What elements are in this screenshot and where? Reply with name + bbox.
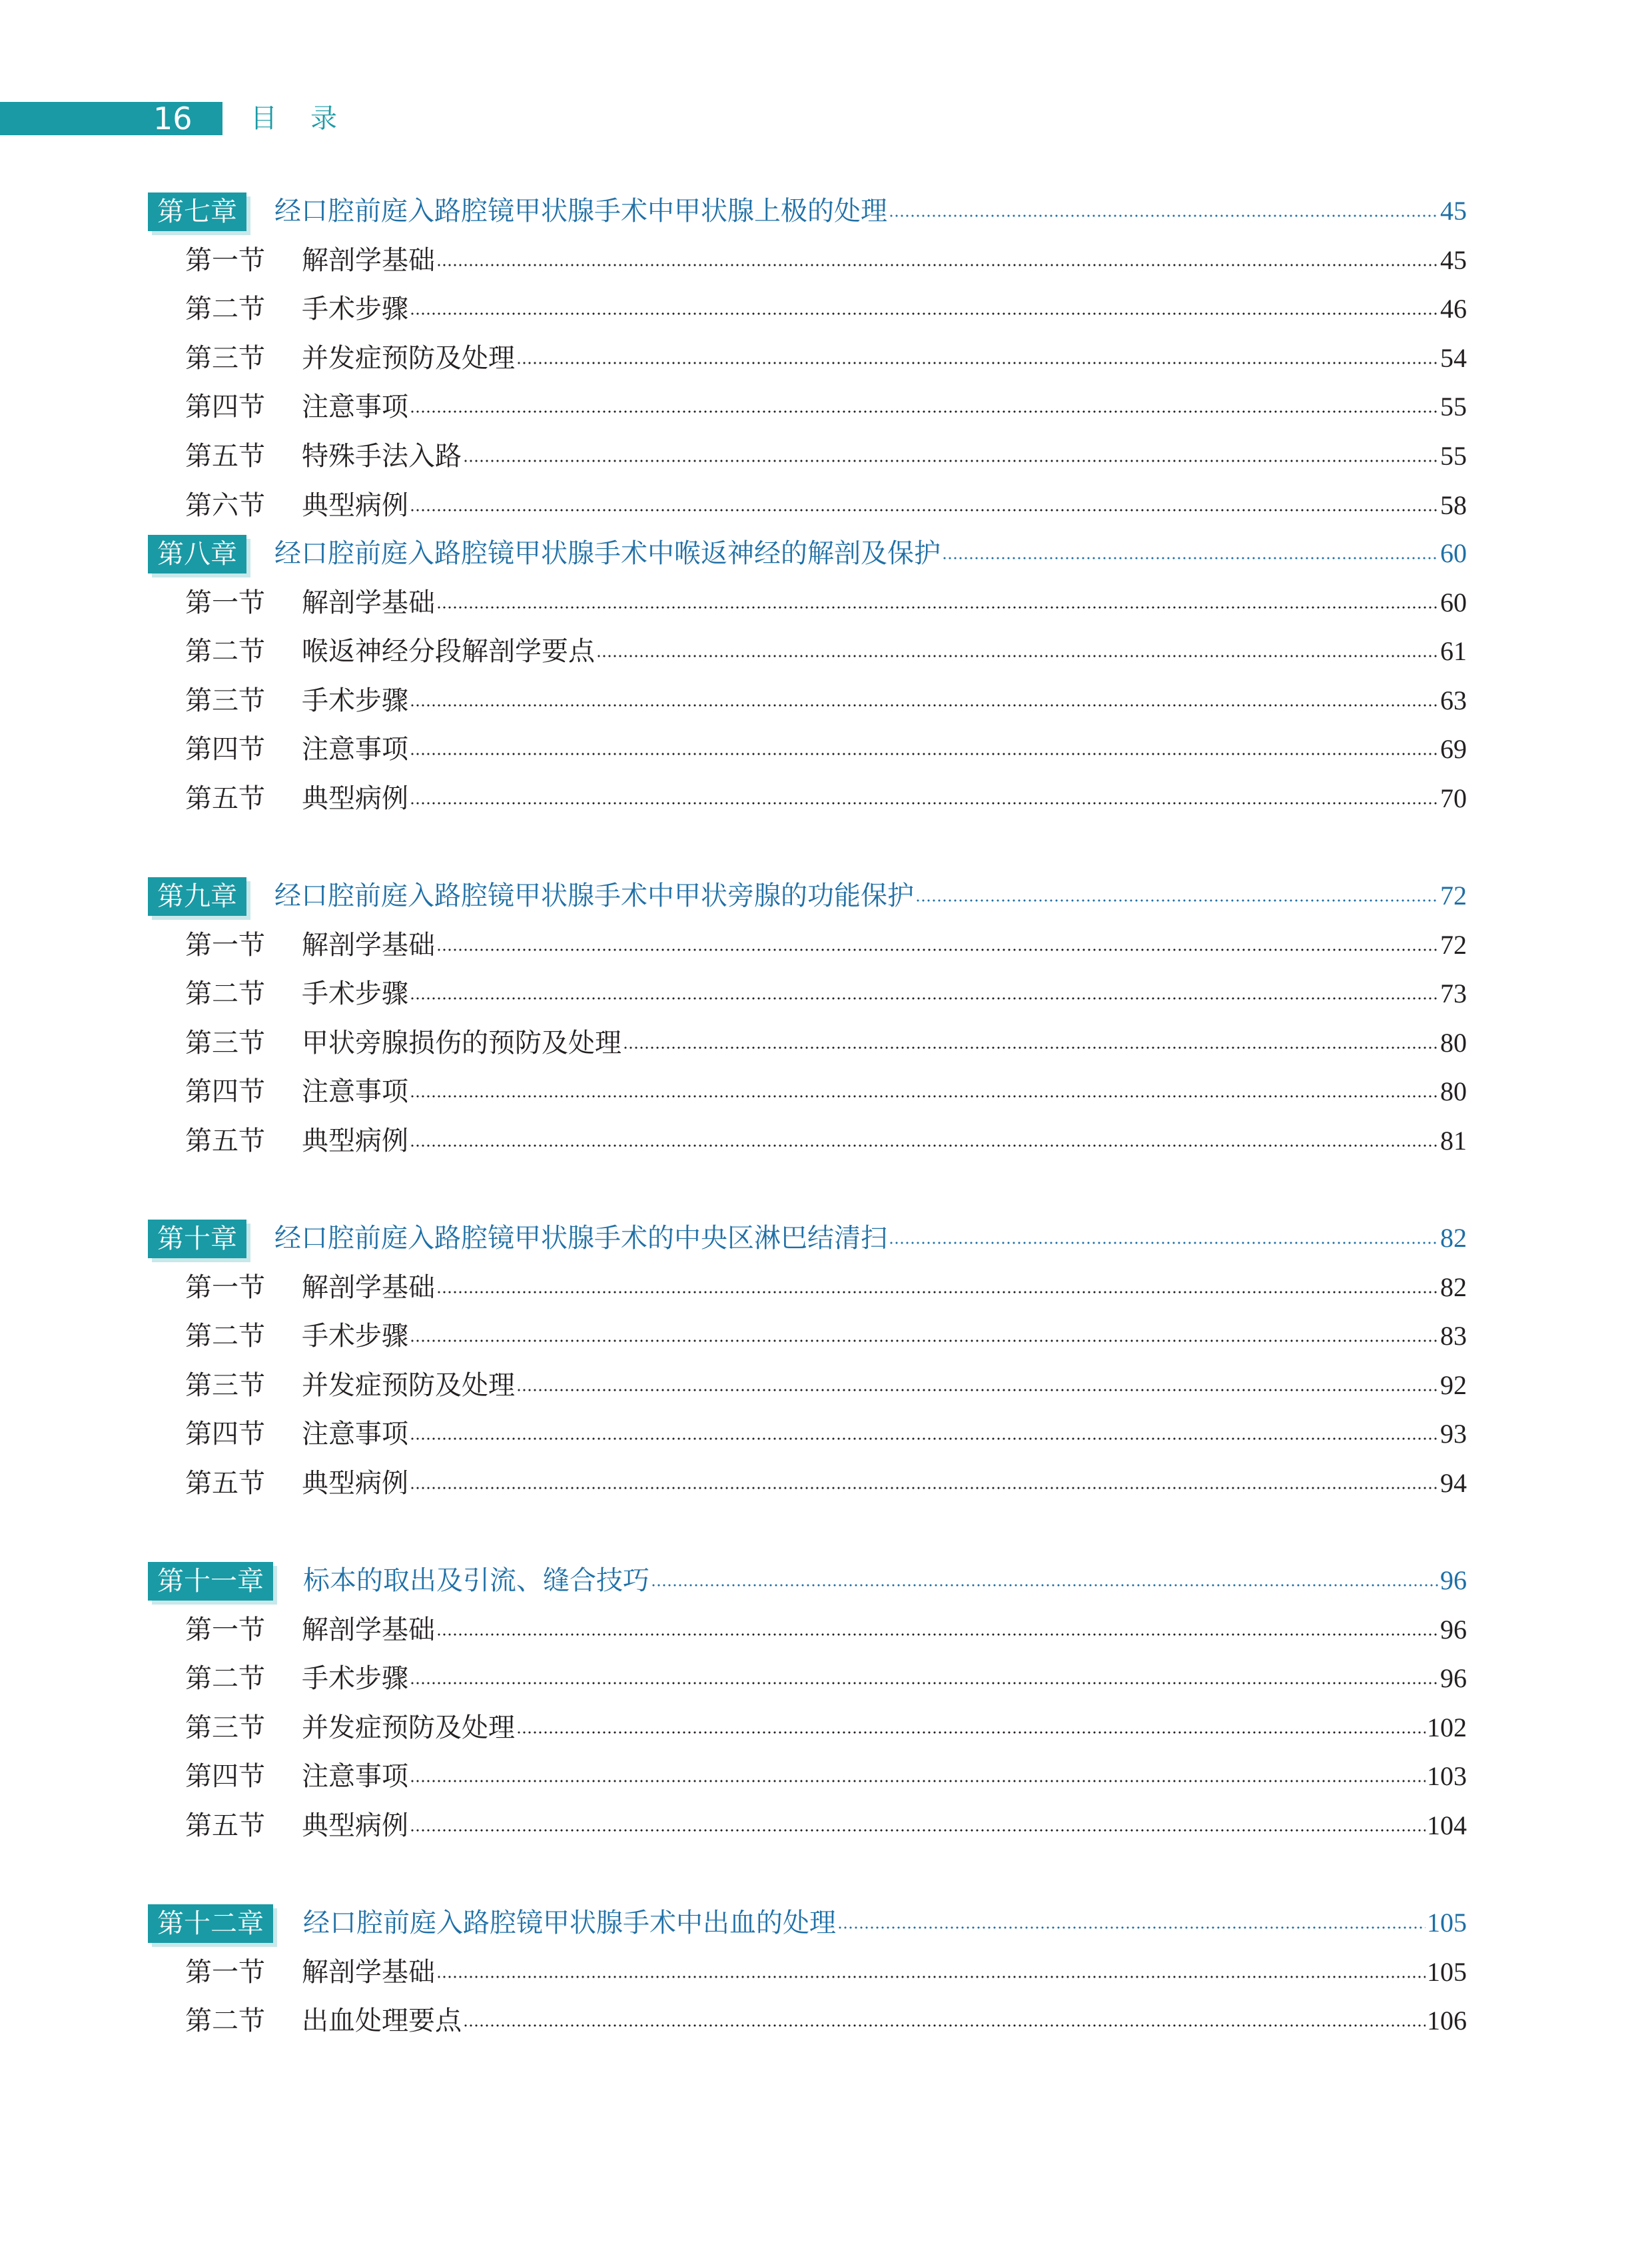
section-page-number: 80: [1440, 1028, 1467, 1058]
section-title: 手术步骤: [302, 1663, 408, 1694]
dot-leader: [837, 1926, 1426, 1929]
section-entry[interactable]: [185, 1609, 1467, 1651]
section-entry[interactable]: [185, 1120, 1467, 1162]
section-title: 典型病例: [302, 1468, 408, 1499]
dot-leader: [623, 1046, 1439, 1049]
section-page-number: 69: [1440, 734, 1467, 764]
dot-leader: [516, 362, 1439, 364]
section-title: 注意事项: [302, 734, 408, 765]
section-number: 第四节: [185, 392, 265, 422]
dot-leader: [410, 1339, 1439, 1342]
dot-leader: [651, 1584, 1439, 1587]
dot-leader: [596, 655, 1439, 657]
chapter-page-number: 45: [1440, 196, 1467, 226]
dot-leader: [410, 704, 1439, 707]
section-title: 并发症预防及处理: [302, 1370, 515, 1401]
page-number: 16: [153, 101, 193, 137]
section-title: 特殊手法入路: [302, 441, 462, 472]
chapter-entry[interactable]: [148, 875, 1467, 917]
section-title: 典型病例: [302, 490, 408, 521]
section-title: 注意事项: [302, 392, 408, 422]
section-entry[interactable]: [185, 1952, 1467, 1993]
dot-leader: [516, 1389, 1439, 1391]
section-title: 手术步骤: [302, 294, 408, 324]
dot-leader: [436, 948, 1439, 951]
chapter-page-number: 72: [1440, 881, 1467, 911]
section-page-number: 96: [1440, 1615, 1467, 1645]
section-entry[interactable]: [185, 436, 1467, 477]
chapter-entry[interactable]: [148, 1902, 1467, 1944]
section-page-number: 55: [1440, 441, 1467, 471]
dot-leader: [410, 312, 1439, 315]
section-page-number: 81: [1440, 1126, 1467, 1156]
section-title: 解剖学基础: [302, 1957, 435, 1988]
section-page-number: 83: [1440, 1321, 1467, 1351]
dot-leader: [410, 1487, 1439, 1489]
chapter-entry[interactable]: [148, 533, 1467, 574]
section-title: 解剖学基础: [302, 587, 435, 618]
section-number: 第二节: [185, 636, 265, 667]
section-title: 注意事项: [302, 1761, 408, 1792]
dot-leader: [410, 1829, 1426, 1832]
section-entry[interactable]: [185, 1707, 1467, 1748]
section-entry[interactable]: [185, 1315, 1467, 1357]
section-title: 并发症预防及处理: [302, 1712, 515, 1743]
section-entry[interactable]: [185, 1022, 1467, 1064]
section-entry[interactable]: [185, 1805, 1467, 1846]
section-number: 第四节: [185, 1761, 265, 1792]
section-page-number: 73: [1440, 978, 1467, 1008]
section-entry[interactable]: [185, 778, 1467, 819]
dot-leader: [410, 1780, 1426, 1782]
section-title: 手术步骤: [302, 978, 408, 1009]
section-page-number: 102: [1427, 1712, 1467, 1742]
chapter-title: 经口腔前庭入路腔镜甲状腺手术中甲状旁腺的功能保护: [274, 881, 914, 911]
chapter-entry[interactable]: [148, 1218, 1467, 1259]
dot-leader: [436, 1633, 1439, 1636]
section-page-number: 70: [1440, 783, 1467, 813]
section-number: 第四节: [185, 1419, 265, 1449]
section-entry[interactable]: [185, 1365, 1467, 1406]
dot-leader: [463, 2024, 1426, 2027]
dot-leader: [436, 264, 1439, 266]
section-number: 第三节: [185, 1712, 265, 1743]
section-entry[interactable]: [185, 1756, 1467, 1797]
section-number: 第一节: [185, 930, 265, 960]
section-title: 并发症预防及处理: [302, 343, 515, 374]
section-entry[interactable]: [185, 1463, 1467, 1504]
section-entry[interactable]: [185, 338, 1467, 379]
section-title: 手术步骤: [302, 685, 408, 716]
section-entry[interactable]: [185, 485, 1467, 526]
section-number: 第一节: [185, 1272, 265, 1303]
section-number: 第五节: [185, 1468, 265, 1499]
dot-leader: [410, 410, 1439, 413]
section-number: 第二节: [185, 294, 265, 324]
section-page-number: 55: [1440, 392, 1467, 422]
section-entry[interactable]: [185, 631, 1467, 672]
dot-leader: [436, 1976, 1426, 1978]
section-number: 第三节: [185, 1370, 265, 1401]
section-number: 第一节: [185, 245, 265, 276]
section-entry[interactable]: [185, 1413, 1467, 1455]
section-number: 第五节: [185, 783, 265, 814]
chapter-line: [274, 1218, 1467, 1259]
dot-leader: [942, 557, 1439, 560]
section-number: 第一节: [185, 587, 265, 618]
section-page-number: 45: [1440, 245, 1467, 275]
section-entry[interactable]: [185, 240, 1467, 281]
dot-leader: [410, 1095, 1439, 1098]
section-number: 第五节: [185, 1126, 265, 1156]
section-page-number: 104: [1427, 1810, 1467, 1840]
section-page-number: 94: [1440, 1468, 1467, 1498]
section-title: 典型病例: [302, 1126, 408, 1156]
section-number: 第二节: [185, 978, 265, 1009]
section-number: 第四节: [185, 1076, 265, 1107]
chapter-title: 经口腔前庭入路腔镜甲状腺手术中喉返神经的解剖及保护: [274, 538, 941, 569]
section-page-number: 92: [1440, 1370, 1467, 1400]
chapter-line: [303, 1902, 1467, 1944]
section-number: 第二节: [185, 1321, 265, 1351]
section-title: 解剖学基础: [302, 245, 435, 276]
section-title: 甲状旁腺损伤的预防及处理: [302, 1028, 621, 1058]
chapter-page-number: 105: [1427, 1908, 1467, 1938]
chapter-label: 第十一章: [148, 1562, 273, 1601]
dot-leader: [915, 899, 1439, 902]
section-entry[interactable]: [185, 729, 1467, 770]
section-number: 第三节: [185, 685, 265, 716]
section-title: 典型病例: [302, 1810, 408, 1841]
section-page-number: 54: [1440, 343, 1467, 373]
section-number: 第五节: [185, 1810, 265, 1841]
dot-leader: [410, 997, 1439, 1000]
section-entry[interactable]: [185, 386, 1467, 428]
chapter-page-number: 96: [1440, 1565, 1467, 1595]
section-title: 典型病例: [302, 783, 408, 814]
chapter-title: 经口腔前庭入路腔镜甲状腺手术中出血的处理: [303, 1908, 836, 1938]
section-number: 第四节: [185, 734, 265, 765]
section-entry[interactable]: [185, 2000, 1467, 2042]
dot-leader: [889, 214, 1439, 217]
section-page-number: 82: [1440, 1272, 1467, 1302]
section-entry[interactable]: [185, 1071, 1467, 1112]
section-page-number: 80: [1440, 1076, 1467, 1106]
section-entry[interactable]: [185, 288, 1467, 330]
section-title: 出血处理要点: [302, 2006, 462, 2036]
section-entry[interactable]: [185, 1658, 1467, 1699]
chapter-line: [274, 875, 1467, 917]
chapter-label: 第七章: [148, 192, 246, 231]
dot-leader: [410, 1682, 1439, 1684]
dot-leader: [889, 1242, 1439, 1244]
chapter-line: [303, 1560, 1467, 1601]
chapter-page-number: 82: [1440, 1223, 1467, 1253]
dot-leader: [410, 1144, 1439, 1147]
chapter-label: 第十章: [148, 1220, 246, 1258]
dot-leader: [410, 802, 1439, 805]
chapter-entry[interactable]: [148, 190, 1467, 232]
section-entry[interactable]: [185, 680, 1467, 721]
chapter-title: 经口腔前庭入路腔镜甲状腺手术的中央区淋巴结清扫: [274, 1223, 887, 1254]
section-page-number: 58: [1440, 490, 1467, 520]
chapter-page-number: 60: [1440, 538, 1467, 568]
section-title: 解剖学基础: [302, 930, 435, 960]
chapter-title: 经口腔前庭入路腔镜甲状腺手术中甲状腺上极的处理: [274, 196, 887, 226]
section-page-number: 61: [1440, 636, 1467, 666]
section-number: 第二节: [185, 1663, 265, 1694]
section-page-number: 46: [1440, 294, 1467, 324]
section-page-number: 60: [1440, 587, 1467, 617]
chapter-label: 第八章: [148, 535, 246, 573]
chapter-label: 第十二章: [148, 1904, 273, 1943]
section-number: 第一节: [185, 1615, 265, 1645]
section-title: 解剖学基础: [302, 1272, 435, 1303]
section-page-number: 106: [1427, 2006, 1467, 2036]
section-number: 第三节: [185, 343, 265, 374]
dot-leader: [410, 1437, 1439, 1440]
chapter-entry[interactable]: [148, 1560, 1467, 1601]
section-entry[interactable]: [185, 973, 1467, 1014]
section-title: 手术步骤: [302, 1321, 408, 1351]
chapter-title: 标本的取出及引流、缝合技巧: [303, 1565, 649, 1596]
section-title: 注意事项: [302, 1076, 408, 1107]
section-entry[interactable]: [185, 582, 1467, 623]
section-title: 注意事项: [302, 1419, 408, 1449]
dot-leader: [436, 1291, 1439, 1294]
section-entry[interactable]: [185, 925, 1467, 966]
section-number: 第一节: [185, 1957, 265, 1988]
section-page-number: 96: [1440, 1663, 1467, 1693]
section-page-number: 63: [1440, 685, 1467, 715]
chapter-line: [274, 190, 1467, 232]
section-entry[interactable]: [185, 1267, 1467, 1308]
section-page-number: 72: [1440, 930, 1467, 960]
dot-leader: [436, 606, 1439, 609]
section-number: 第三节: [185, 1028, 265, 1058]
section-page-number: 93: [1440, 1419, 1467, 1449]
dot-leader: [516, 1731, 1426, 1734]
section-title: 解剖学基础: [302, 1615, 435, 1645]
chapter-label: 第九章: [148, 877, 246, 916]
section-number: 第二节: [185, 2006, 265, 2036]
section-page-number: 105: [1427, 1957, 1467, 1987]
dot-leader: [410, 753, 1439, 755]
section-number: 第六节: [185, 490, 265, 521]
section-title: 喉返神经分段解剖学要点: [302, 636, 595, 667]
chapter-line: [274, 533, 1467, 574]
page-title: 目录: [250, 103, 370, 134]
dot-leader: [410, 509, 1439, 512]
section-number: 第五节: [185, 441, 265, 472]
dot-leader: [463, 460, 1439, 462]
section-page-number: 103: [1427, 1761, 1467, 1791]
